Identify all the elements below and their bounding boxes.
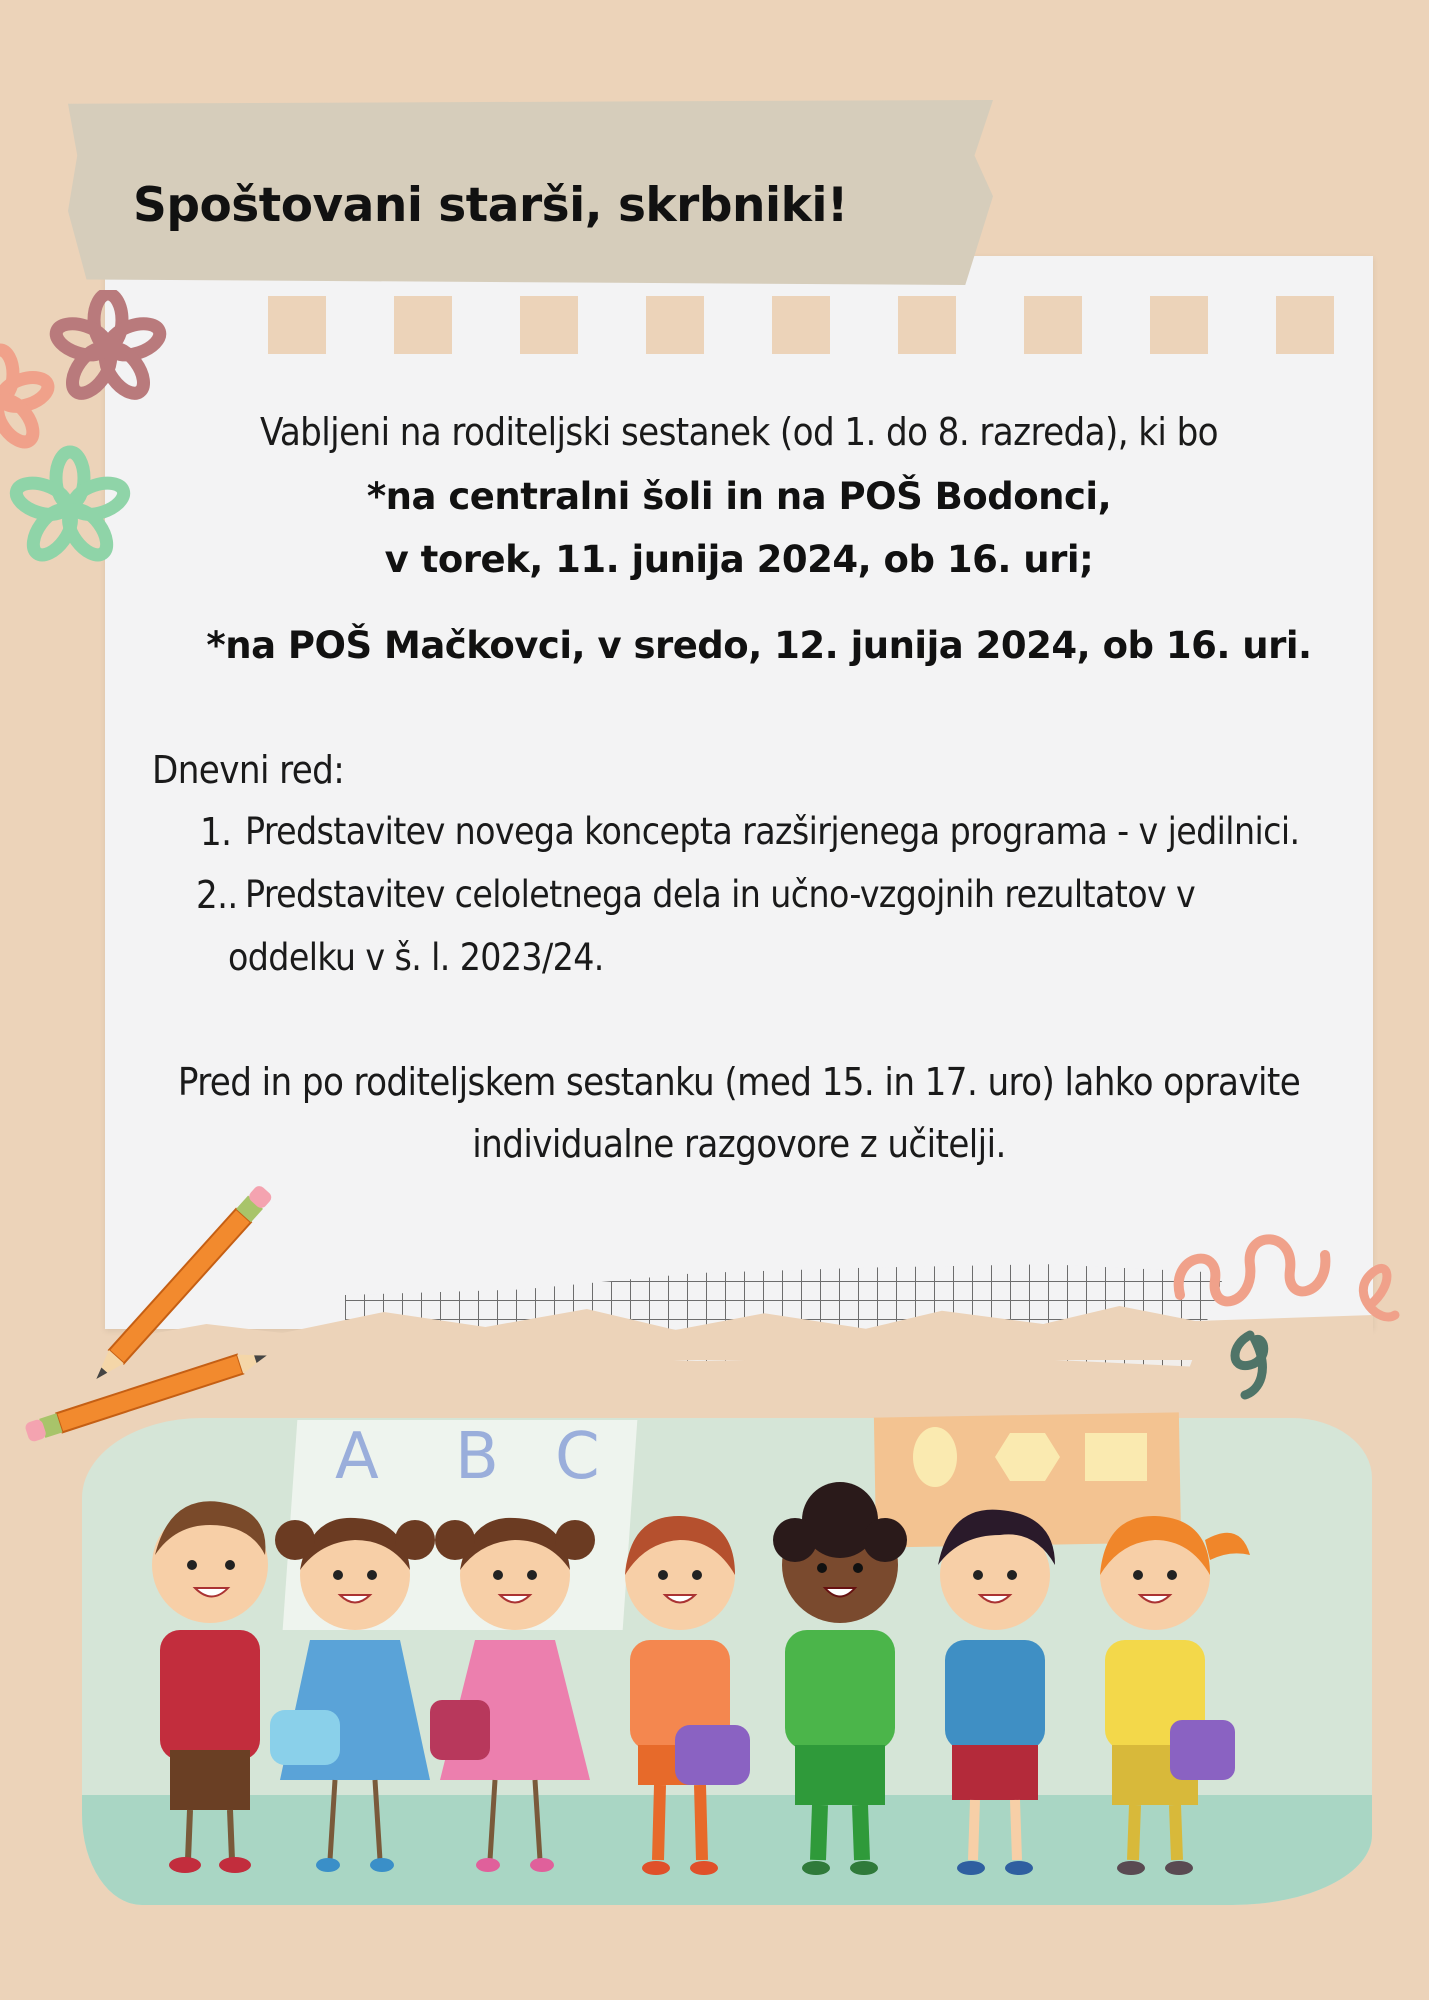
agenda-item-2-continuation: oddelku v š. l. 2023/24. xyxy=(228,936,604,979)
paper-hole xyxy=(520,296,578,354)
paper-hole xyxy=(772,296,830,354)
invitation-date-1: v torek, 11. junija 2024, ob 16. uri; xyxy=(384,538,1094,581)
child-figure xyxy=(152,1501,268,1873)
paper-hole xyxy=(394,296,452,354)
agenda-item-2-text: Predstavitev celoletnega dela in učno-vzgojnih rezultatov v xyxy=(245,873,1196,916)
invitation-intro: Vabljeni na roditeljski sestanek (od 1. do 8. razreda), ki bo xyxy=(259,410,1218,454)
paper-hole xyxy=(1150,296,1208,354)
page-title: Spoštovani starši, skrbniki! xyxy=(133,178,848,233)
child-figure xyxy=(1100,1516,1250,1875)
child-figure xyxy=(270,1518,435,1872)
paper-hole xyxy=(268,296,326,354)
squiggle-decoration-icon xyxy=(1160,1195,1400,1415)
child-figure xyxy=(430,1518,595,1872)
board-letter: B xyxy=(455,1420,499,1494)
agenda-item-2-number: 2.. xyxy=(196,873,238,917)
paper-hole xyxy=(898,296,956,354)
child-figure xyxy=(773,1482,907,1875)
note-line-2: individualne razgovore z učitelji. xyxy=(472,1122,1006,1166)
children-illustration xyxy=(130,1480,1340,1880)
note-line-1: Pred in po roditeljskem sestanku (med 15. in 17. uro) lahko opravite xyxy=(177,1060,1301,1104)
paper-hole xyxy=(1276,296,1334,354)
child-figure xyxy=(625,1516,750,1875)
agenda-item-1-number: 1. xyxy=(200,810,232,854)
invitation-location-1: *na centralni šoli in na POŠ Bodonci, xyxy=(366,475,1112,518)
board-letter: A xyxy=(335,1420,379,1494)
paper-hole xyxy=(1024,296,1082,354)
agenda-heading: Dnevni red: xyxy=(152,748,345,792)
board-letter: C xyxy=(555,1420,600,1494)
paper-hole xyxy=(646,296,704,354)
agenda-item-1-text: Predstavitev novega koncepta razširjenega programa - v jedilnici. xyxy=(245,810,1300,853)
invitation-location-2: *na POŠ Mačkovci, v sredo, 12. junija 2024, ob 16. uri. xyxy=(206,624,1312,667)
child-figure xyxy=(938,1510,1055,1875)
